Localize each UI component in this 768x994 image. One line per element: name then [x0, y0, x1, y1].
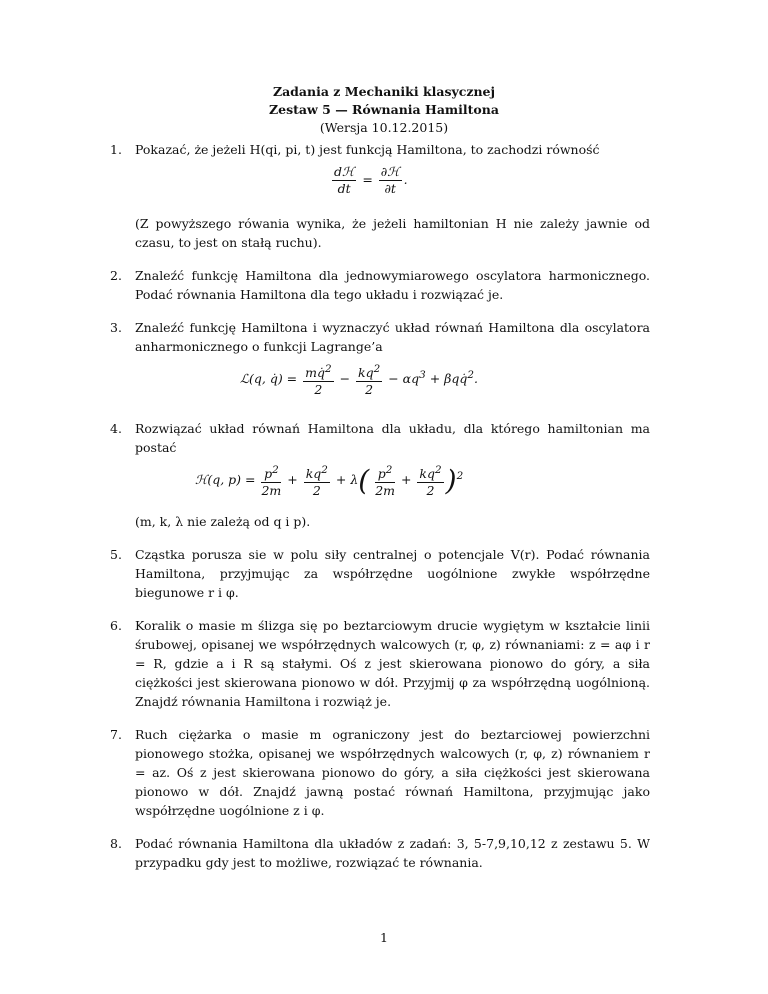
problem-text: Cząstka porusza sie w polu siły centralnej o potencjale V(r). Podać równania Hamiltona, przyjmując za współrzędne uogólnione zwykłe współrzędne biegunowe r i φ.	[135, 547, 650, 600]
problem-number: 7.	[110, 727, 122, 742]
document-subtitle: Zestaw 5 — Równania Hamiltona	[269, 102, 499, 117]
problem-3	[110, 318, 650, 405]
problem-2	[110, 266, 650, 304]
problem-number: 1.	[110, 142, 122, 157]
problem-number: 2.	[110, 268, 122, 283]
document-version: (Wersja 10.12.2015)	[319, 120, 449, 135]
problem-6	[110, 616, 650, 711]
problem-number: 3.	[110, 320, 122, 335]
problem-5	[110, 545, 650, 602]
equation-4: ℋ(q, p) = $\frac{p^2}{2m}$ + $\frac{kq^2}{2}$ + λ( $\frac{p^2}{2m}$ + $\frac{kq^2}{2}$ )$^2$	[195, 464, 464, 499]
problem-number: 6.	[110, 618, 122, 633]
problem-note: (Z powyższego rówania wynika, że jeżeli hamiltonian H nie zależy jawnie od czasu, to jest on stałą ruchu).	[135, 216, 650, 250]
document-header	[0, 83, 768, 137]
equation-1: $\frac{\text{dℋ}}{dt}$ = $\frac{\text{∂ℋ}}{\partial t}$ .	[334, 164, 408, 196]
problem-text: Koralik o masie m ślizga się po beztarciowym drucie wygiętym w kształcie linii śrubowej, opisanej we współrzędnych walcowych (r, φ, z) równaniami: z = aφ i r = R, gdzie a i R są stałymi. Oś z jest skierowana pionowo do góry, a siła ciężkości jest skierowana pionowo w dół. Przyjmij φ za współrzędną uogólnioną. Znajdź równania Hamiltona i rozwiąż je.	[135, 618, 650, 709]
problem-1	[110, 140, 650, 252]
problem-text: Ruch ciężarka o masie m ograniczony jest do beztarciowej powierzchni pionowego stożka, opisanej we współrzędnych walcowych (r, φ, z) równaniem r = az. Oś z jest skierowana pionowo do góry, a siła ciężkości jest skierowana pionowo w dół. Znajdź jawną postać równań Hamiltona, przyjmując jako współrzędne uogólnione z i φ.	[135, 727, 650, 818]
problem-text: Rozwiązać układ równań Hamiltona dla układu, dla którego hamiltonian ma postać	[135, 421, 650, 455]
problem-8	[110, 834, 650, 872]
problem-text: Znaleźć funkcję Hamiltona dla jednowymiarowego oscylatora harmonicznego. Podać równania Hamiltona dla tego układu i rozwiązać je.	[135, 268, 650, 302]
problem-list	[110, 140, 650, 886]
problem-note: (m, k, λ nie zależą od q i p).	[135, 514, 311, 529]
problem-number: 4.	[110, 421, 122, 436]
equation-3: ℒ(q, q̇) = $\frac{mq̇^2}{2}$ − $\frac{kq^2}{2}$ − $\alpha q^3$ + βqq̇$^2$.	[240, 363, 479, 398]
problem-text: Podać równania Hamiltona dla układów z zadań: 3, 5-7,9,10,12 z zestawu 5. W przypadku gdy jest to możliwe, rozwiązać te równania.	[135, 836, 650, 870]
page-number: 1	[380, 930, 388, 945]
problem-text: Znaleźć funkcję Hamiltona i wyznaczyć układ równań Hamiltona dla oscylatora anharmonicznego o funkcji Lagrange’a	[135, 320, 650, 354]
document-title: Zadania z Mechaniki klasycznej	[272, 84, 496, 99]
problem-7	[110, 725, 650, 820]
problem-number: 8.	[110, 836, 122, 851]
problem-4	[110, 419, 650, 531]
problem-number: 5.	[110, 547, 122, 562]
problem-text: Pokazać, że jeżeli H(qi, pi, t) jest funkcją Hamiltona, to zachodzi równość	[135, 142, 600, 157]
